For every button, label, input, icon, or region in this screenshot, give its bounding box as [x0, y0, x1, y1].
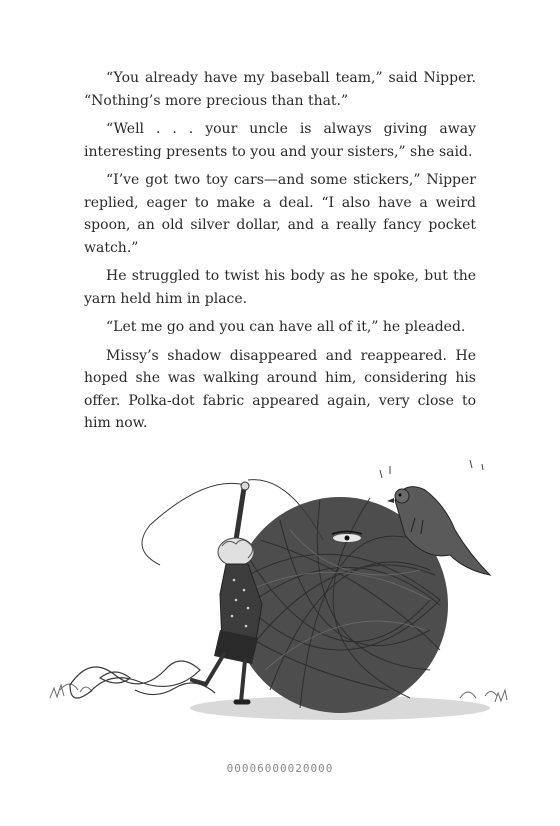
illustration-girl-yarn-ball-bird: [40, 440, 520, 740]
paragraph: Missy’s shadow disappeared and reappeared. He hoped she was walking around him, considering his offer. Polka-dot fabric appeared again, very close to him now.: [84, 347, 476, 431]
paragraph: He struggled to twist his body as he spoke, but the yarn held him in place.: [84, 268, 476, 307]
paragraph: “You already have my baseball team,” said Nipper. “Nothing’s more precious than that.”: [84, 70, 476, 109]
paragraph: “Let me go and you can have all of it,” he pleaded.: [106, 319, 466, 335]
body-text: [84, 67, 476, 441]
paragraph: “Well . . . your uncle is always giving away interesting presents to you and your sisters,” she said.: [84, 121, 476, 160]
page-code: 00006000020000: [226, 762, 334, 775]
paragraph: “I’ve got two toy cars—and some stickers,” Nipper replied, eager to make a deal. “I also have a weird spoon, an old silver dollar, and a really fancy pocket watch.”: [84, 172, 476, 256]
